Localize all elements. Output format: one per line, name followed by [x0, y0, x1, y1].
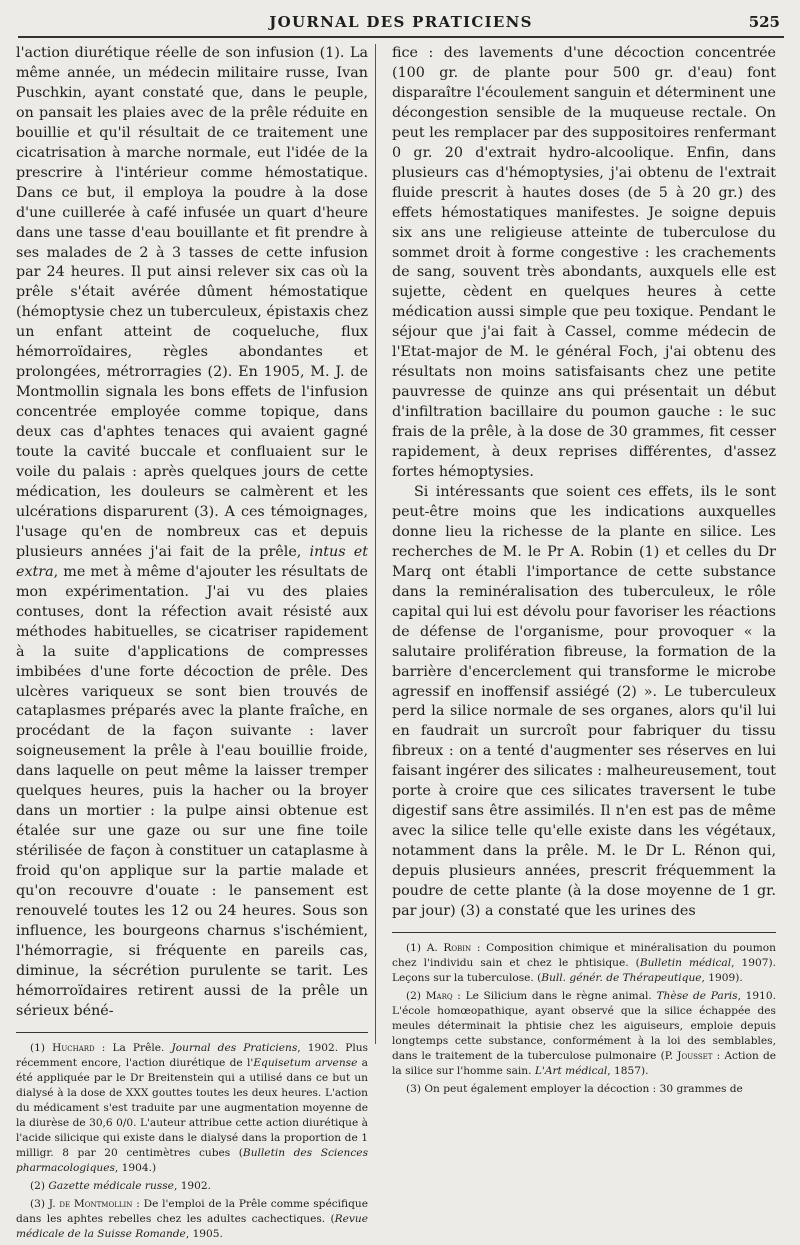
- rfn2-jousset: Jousset: [677, 1049, 713, 1062]
- rfn2-art: L'Art médical: [534, 1064, 608, 1077]
- footnote-rule: [16, 1032, 368, 1033]
- footnote-rule-right: [392, 932, 776, 933]
- column-divider: [375, 44, 376, 1044]
- right-footnote-1: [392, 941, 776, 986]
- rfn1-author: Robin: [443, 941, 472, 954]
- fn2-rest: , 1902.: [173, 1179, 212, 1192]
- rfn2-author: Marq: [425, 989, 453, 1002]
- left-p1-italic: intus et extra: [16, 543, 368, 580]
- rfn2-thesis: Thèse de Paris: [656, 989, 738, 1002]
- fn1-c: a été appliquée par le Dr Breitenstein qui a utilisé dans ce but un dialysé à la dose de XXX gouttes toutes les deux heures. L'action du médicament s'est traduite par une augmentation moyenne de la diurèse de 30,6 0/0. L'auteur attribue cette action diurétique à l'acide silicique qui existe dans le dialysé dans la proportion de 1 milligr. 8 par 20 centimètres cubes (: [16, 1056, 369, 1159]
- right-paragraph-1: fice : des lavements d'une décoction concentrée (100 gr. de plante pour 500 gr. d'eau) font disparaître l'écoulement sanguin et déterminent une décongestion sensible de la muqueuse rectale. On peut les remplacer par des suppositoires renfermant 0 gr. 20 d'extrait hydro-alcoolique. Enfin, dans plusieurs cas d'hémoptysies, j'ai obtenu de l'extrait fluide prescrit à hautes doses (de 5 à 20 gr.) des effets hémostatiques manifestes. Je soigne depuis six ans une religieuse atteinte de tuberculose du sommet droit à forme congestive : les crachements de sang, souvent très abondants, auxquels elle est sujette, cèdent en quelques heures à cette médication aussi simple que peu toxique. Pendant le séjour que j'ai fait à Cassel, comme médecin de l'Etat-major de M. le général Foch, j'ai obtenu des résultats non moins satisfaisants chez une petite pauvresse de quinze ans qui présentait un début d'infiltration bacillaire du poumon gauche : le suc frais de la prêle, à la dose de 30 grammes, fit cesser rapidement, à deux reprises différentes, d'assez fortes hémoptysies.: [392, 45, 776, 481]
- left-column: [16, 44, 368, 1245]
- right-footnote-3: (3) On peut également employer la décoction : 30 grammes de: [406, 1082, 743, 1095]
- footnote-1: (1) Huchard : La Prêle. Journal des Praticiens, 1902. Plus récemment encore, l'action diurétique de l'Equisetum arvense a été appliquée par le Dr Breitenstein qui a utilisé dans ce but un dialysé à la dose de XXX gouttes toutes les deux heures. L'action du médicament s'est traduite par une augmentation moyenne de la diurèse de 30,6 0/0. L'auteur attribue cette action diurétique à l'acide silicique qui existe dans le dialysé dans la proportion de 1 milligr. 8 par 20 centimètres cubes (Bulletin des Sciences pharmacologiques, 1904.): [16, 1041, 369, 1174]
- fn2-num: (2): [30, 1179, 49, 1192]
- fn3-journal: Revue médicale de la Suisse Romande: [16, 1212, 368, 1240]
- fn1-journal: Journal des Praticiens: [171, 1041, 298, 1054]
- rfn1-a: : Composition chimique et minéralisation du poumon chez l'individu sain et chez le phtisique. (: [392, 941, 776, 969]
- fn3-author: de Montmollin: [59, 1197, 133, 1210]
- rfn1-c: , 1909).: [701, 971, 743, 984]
- fn1-a: : La Prêle.: [94, 1041, 172, 1054]
- fn1-author: Huchard: [52, 1041, 95, 1054]
- fn1-d: , 1904.): [114, 1161, 157, 1174]
- left-body: [16, 44, 368, 1022]
- rfn1-bulletin: Bulletin médical: [639, 956, 732, 969]
- page-number: 525: [748, 13, 780, 31]
- rfn2-d: , 1857).: [607, 1064, 649, 1077]
- right-paragraph-2: Si intéressants que soient ces effets, ils le sont peut-être moins que les indications auxquelles donne lieu la richesse de la plante en silice. Les recherches de M. le Pr A. Robin (1) et celles du Dr Marq ont établi l'importance de cette substance dans la reminéralisation des tuberculeux, le rôle capital qui lui est dévolu pour favoriser les réactions de défense de l'organisme, pour provoquer « la salutaire prolifération fibreuse, la formation de la barrière d'encerclement qui transforme le microbe agressif en inoffensif assiégé (2) ». Le tuberculeux perd la silice normale de ses organes, alors qu'il lui en faudrait un surcroît pour fabriquer du tissu fibreux : on a tenté d'augmenter ses réserves en lui faisant ingérer des silicates : malheureusement, tout porte à croire que ces silicates traversent le tube digestif sans être assimilés. Il n'en est pas de même avec la silice telle qu'elle existe dans les végétaux, notamment dans la prêle. M. le Dr L. Rénon qui, depuis plusieurs années, prescrit fréquemment la poudre de cette plante (à la dose moyenne de 1 gr. par jour) (3) a constaté que les urines des: [392, 483, 776, 919]
- left-p1-end: , me met à même d'ajouter les résultats de mon expérimentation. J'ai vu des plaies contuses, dont la réfection avait résisté aux méthodes habituelles, se cicatriser rapidement à la suite d'applications de compresses imbibées d'une forte décoction de prêle. Des ulcères variqueux se sont bien trouvés de cataplasmes préparés avec la plante fraîche, en procédant de la façon suivante : laver soigneusement la prêle à l'eau bouillie froide, dans laquelle on peut même la laisser tremper quelques heures, puis la hacher ou la broyer dans un mortier : la pulpe ainsi obtenue est étalée sur une gaze ou sur une fine toile stérilisée de façon à constituer un cataplasme à froid qu'on applique sur la partie malade et qu'on recouvre d'ouate : le pansement est renouvelé toutes les 12 ou 24 heures. Sous son influence, les bourgeons charnus s'ischémient, l'hémorragie, si fréquente en pareils cas, diminue, la sécrétion purulente se tarit. Les hémorroïdaires retirent aussi de la prêle un sérieux béné-: [16, 563, 368, 1019]
- right-footnote-2: [392, 989, 776, 1079]
- journal-title: JOURNAL DES PRATICIENS: [269, 13, 533, 31]
- fn3-a: : De l'emploi de la Prêle comme spécifique dans les aphtes rebelles chez les adultes cachectiques. (: [16, 1197, 368, 1225]
- right-column: [392, 44, 776, 1100]
- running-header: [18, 10, 784, 38]
- rfn2-a: : Le Silicium dans le règne animal.: [452, 989, 657, 1002]
- rfn1-num: (1) A.: [406, 941, 444, 954]
- rfn1-bull2: Bull. génér. de Thérapeutique: [541, 971, 702, 984]
- fn1-species: Equisetum arvense: [253, 1056, 358, 1069]
- footnote-3: [16, 1197, 368, 1242]
- fn3-b: , 1905.: [185, 1227, 223, 1240]
- rfn2-c: : Action de la silice sur l'homme sain.: [392, 1049, 776, 1077]
- rfn1-b: , 1907). Leçons sur la tuberculose. (: [392, 956, 776, 984]
- right-footnotes: [392, 941, 776, 1097]
- left-p1-text: l'action diurétique réelle de son infusion (1). La même année, un médecin militaire russe, Ivan Puschkin, ayant constaté que, dans le peuple, on pansait les plaies avec de la prêle réduite en bouillie et qu'il résultait de ce traitement une cicatrisation à marche normale, eut l'idée de la prescrire à l'intérieur comme hémostatique. Dans ce but, il employa la poudre à la dose d'une cuillerée à café infusée un quart d'heure dans une tasse d'eau bouillante et fit prendre à ses malades de 2 à 3 tasses de cette infusion par 24 heures. Il put ainsi relever six cas où la prêle s'était avérée dûment hémostatique (hémoptysie chez un tuberculeux, épistaxis chez un enfant atteint de coqueluche, flux hémorroïdaires, règles abondantes et prolongées, métrorragies (2). En 1905, M. J. de Montmollin signala les bons effets de l'infusion concentrée employée comme topique, dans deux cas d'aphtes tenaces qui avaient gagné toute la cavité buccale et confluaient sur le voile du palais : après quelques jours de cette médication, les douleurs se calmèrent et les ulcérations disparurent (3). A ces témoignages, l'usage qu'en de nombreux cas et depuis plusieurs années j'ai fait de la prêle,: [16, 45, 368, 560]
- fn2-journal: Gazette médicale russe: [48, 1179, 174, 1192]
- footnote-2: [16, 1179, 368, 1194]
- rfn2-b: , 1910. L'école homœopathique, ayant observé que la silice échappée des meules déterminait la phtisie chez les aiguiseurs, emploie depuis longtemps cette substance, conformément à la loi des semblables, dans le traitement de la tuberculose pulmonaire (P.: [392, 989, 777, 1062]
- fn3-num: (3) J.: [30, 1197, 60, 1210]
- right-body: [392, 44, 776, 922]
- left-footnotes: [16, 1041, 368, 1242]
- rfn2-num: (2): [406, 989, 426, 1002]
- fn1-b: , 1902. Plus récemment encore, l'action diurétique de l': [16, 1041, 368, 1069]
- fn1-bulletin: Bulletin des Sciences pharmacologiques: [16, 1146, 369, 1174]
- left-paragraph-1: [16, 44, 368, 1022]
